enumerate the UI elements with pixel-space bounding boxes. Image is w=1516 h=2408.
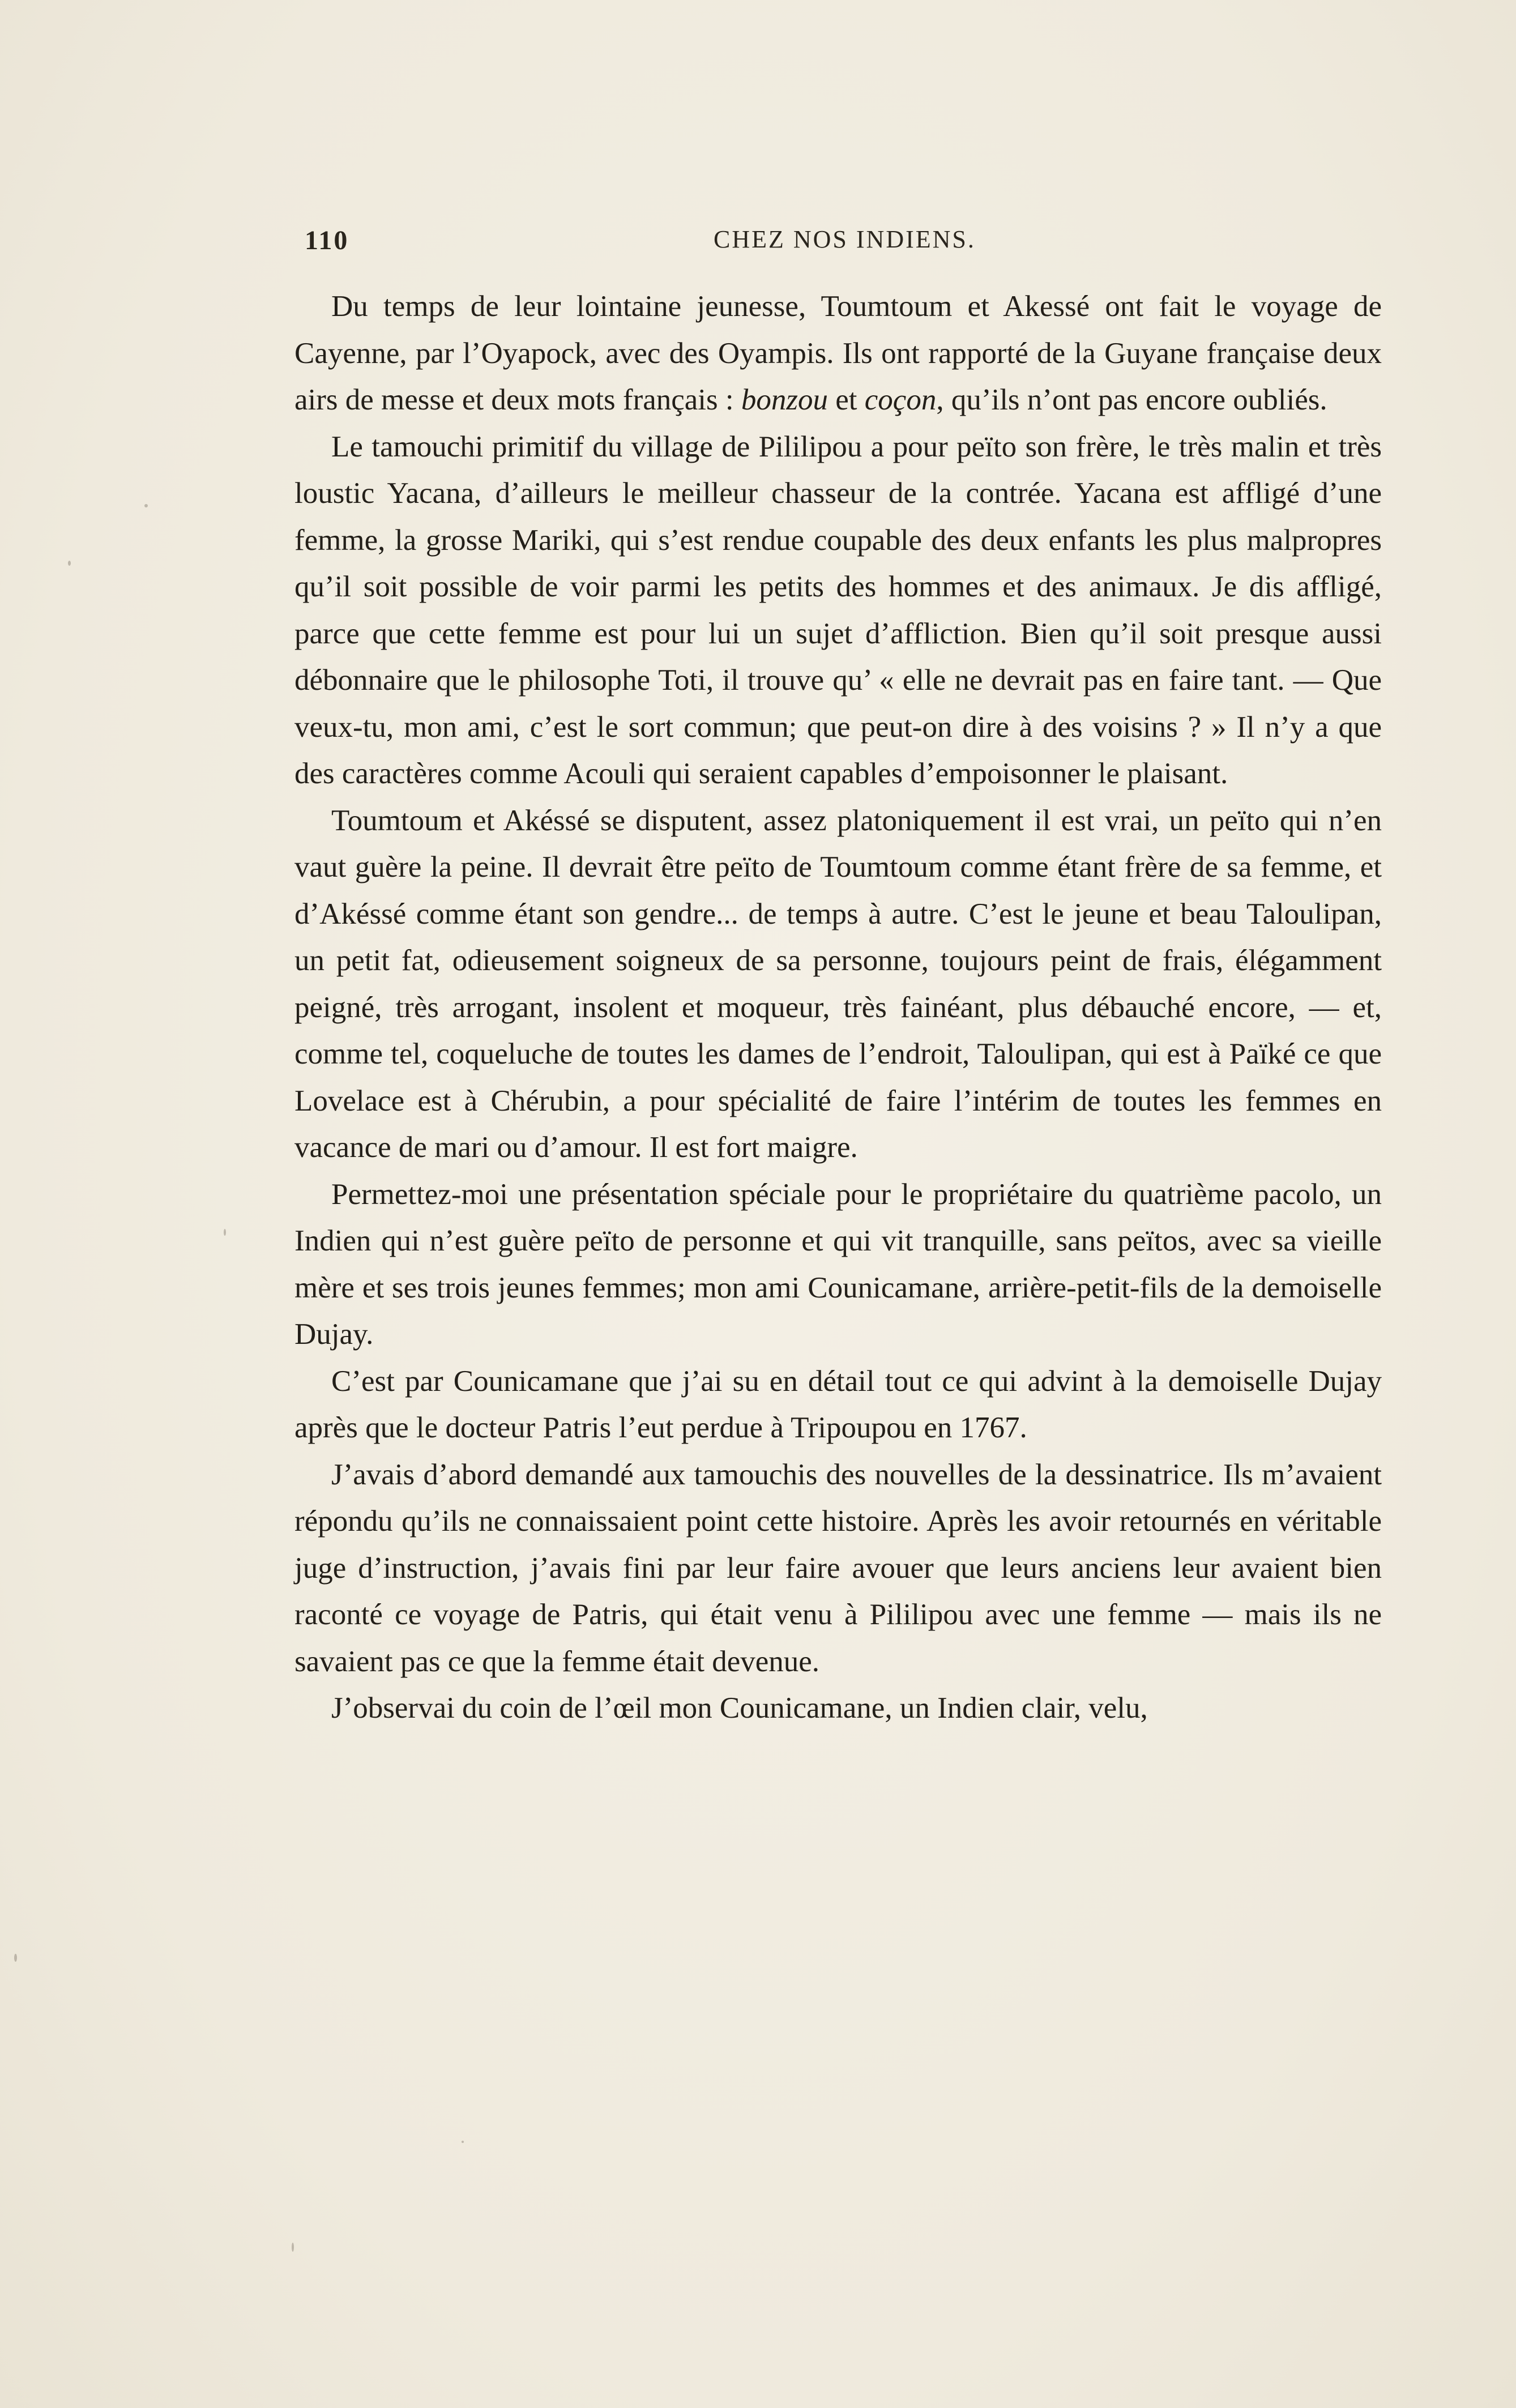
italic-run: bonzou xyxy=(741,383,829,416)
text-run: J’avais d’abord demandé aux tamouchis des nouvelles de la dessinatrice. Ils m’avaient répondu qu’ils ne connaissaient point cette histoire. Après les avoir retournés en véritable juge d’instruction, j’avais fini par leur faire avouer que leurs anciens leur avaient bien raconté ce voyage de Patris, qui était venu à Pililipou avec une femme — mais ils ne savaient pas ce que la femme était devenue. xyxy=(294,1458,1382,1678)
paragraph xyxy=(294,1171,1382,1358)
text-run: Toumtoum et Akéssé se disputent, assez platoniquement il est vrai, un peïto qui n’en vaut guère la peine. Il devrait être peïto de Toumtoum comme étant frère de sa femme, et d’Akéssé comme étant son gendre... de temps à autre. C’est le jeune et beau Taloulipan, un petit fat, odieusement soigneux de sa personne, toujours peint de frais, élégamment peigné, très arrogant, insolent et moqueur, très fainéant, plus débauché encore, — et, comme tel, coqueluche de toutes les dames de l’endroit, Taloulipan, qui est à Païké ce que Lovelace est à Chérubin, a pour spécialité de faire l’intérim de toutes les femmes en vacance de mari ou d’amour. Il est fort maigre. xyxy=(294,804,1382,1164)
text-run: Permettez-moi une présentation spéciale pour le propriétaire du quatrième pacolo, un Indien qui n’est guère peïto de personne et qui vit tranquille, sans peïtos, avec sa vieille mère et ses trois jeunes femmes; mon ami Counicamane, arrière-petit-fils de la demoiselle Dujay. xyxy=(294,1177,1382,1351)
body-text xyxy=(294,283,1382,1732)
paper-speck xyxy=(462,2141,464,2143)
page-number: 110 xyxy=(305,225,349,255)
text-run: J’observai du coin de l’œil mon Counicamane, un Indien clair, velu, xyxy=(331,1692,1148,1724)
paragraph xyxy=(294,1685,1382,1732)
paper-speck xyxy=(224,1229,226,1236)
paper-speck xyxy=(68,561,71,566)
paper-speck xyxy=(144,504,148,507)
running-head xyxy=(294,218,1382,263)
text-run: Du temps de leur lointaine jeunesse, Toumtoum et Akessé ont fait le voyage de Cayenne, par l’Oyapock, avec des Oyampis. Ils ont rapporté de la Guyane française deux airs de messe et deux mots français : xyxy=(294,290,1382,416)
running-title: CHEZ NOS INDIENS. xyxy=(714,225,976,253)
paper-speck xyxy=(292,2243,294,2252)
text-run: et xyxy=(828,383,865,416)
paragraph xyxy=(294,1451,1382,1685)
paragraph xyxy=(294,1358,1382,1451)
text-run: , qu’ils n’ont pas encore oubliés. xyxy=(936,383,1327,416)
italic-run: coçon xyxy=(864,383,937,416)
paragraph xyxy=(294,283,1382,424)
paragraph xyxy=(294,797,1382,1171)
paper-speck xyxy=(14,1954,17,1962)
text-run: Le tamouchi primitif du village de Pililipou a pour peïto son frère, le très malin et très loustic Yacana, d’ailleurs le meilleur chasseur de la contrée. Yacana est affligé d’une femme, la grosse Mariki, qui s’est rendue coupable des deux enfants les plus malpropres qu’il soit possible de voir parmi les petits des hommes et des animaux. Je dis affligé, parce que cette femme est pour lui un sujet d’affliction. Bien qu’il soit presque aussi débonnaire que le philosophe Toti, il trouve qu’ « elle ne devrait pas en faire tant. — Que veux-tu, mon ami, c’est le sort commun; que peut-on dire à des voisins ? » Il n’y a que des caractères comme Acouli qui seraient capables d’empoisonner le plaisant. xyxy=(294,430,1382,790)
text-run: C’est par Counicamane que j’ai su en détail tout ce qui advint à la demoiselle Dujay après que le docteur Patris l’eut perdue à Tripoupou en 1767. xyxy=(294,1364,1382,1444)
paragraph xyxy=(294,424,1382,797)
